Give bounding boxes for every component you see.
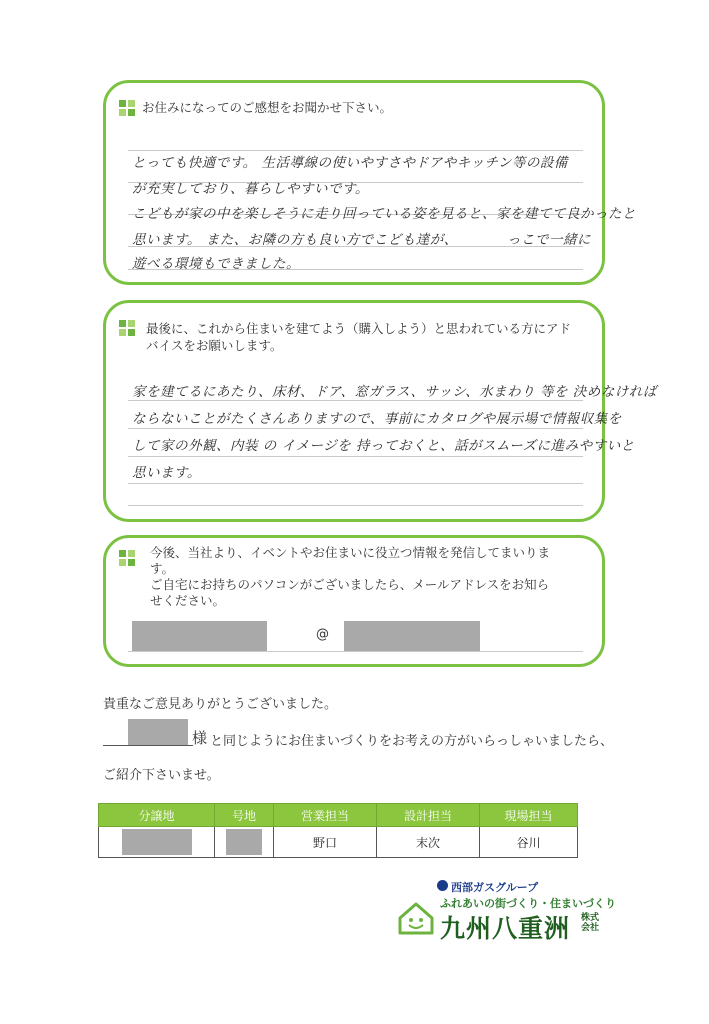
email-local-redacted bbox=[132, 621, 267, 651]
handwritten-answer-line: 思います。 bbox=[132, 465, 201, 481]
company-suffix: 株式 会社 bbox=[581, 913, 600, 933]
saibu-gas-mark-icon bbox=[437, 880, 448, 891]
email-at-sign: @ bbox=[316, 627, 329, 642]
handwritten-answer-line: が充実しており、暮らしやすいです。 bbox=[132, 181, 369, 197]
contact-section bbox=[103, 535, 605, 667]
header-site: 現場担当 bbox=[480, 804, 578, 827]
handwritten-answer-line: とっても快適です。 生活導線の使いやすさやドアやキッチン等の設備 bbox=[132, 155, 568, 171]
email-rule bbox=[128, 651, 583, 652]
contact-question: 今後、当社より、イベントやお住まいに役立つ情報を発信してまいりま す。 ご自宅にお持ちのパソコンがございましたら、メールアドレスをお知ら せください。 bbox=[150, 545, 551, 608]
thanks-text: 貴重なご意見ありがとうございました。 bbox=[103, 697, 338, 712]
staff-table bbox=[98, 803, 578, 858]
house-icon bbox=[396, 900, 436, 936]
customer-name-redacted bbox=[128, 719, 188, 745]
handwritten-answer-line: ならないことがたくさんありますので、事前にカタログや展示場で情報収集を bbox=[132, 411, 622, 427]
subdivision-redacted bbox=[122, 829, 192, 855]
handwritten-answer-line: して家の外観、内装 の イメージを 持っておくと、話がスムーズに進みやすいと bbox=[132, 438, 635, 454]
answer-rule bbox=[128, 483, 583, 484]
bullet-squares-icon bbox=[119, 550, 135, 566]
answer-rule bbox=[128, 428, 583, 429]
email-domain-redacted bbox=[344, 621, 480, 651]
impressions-question: お住みになってのご感想をお聞かせ下さい。 bbox=[142, 100, 393, 115]
header-design: 設計担当 bbox=[377, 804, 480, 827]
impressions-section bbox=[103, 80, 636, 285]
handwritten-answer-line: 遊べる環境もできました。 bbox=[132, 256, 300, 272]
advice-question: 最後に、これから住まいを建てよう（購入しよう）と思われている方にアド バイスをお願いします。 bbox=[146, 321, 572, 353]
lot-redacted bbox=[226, 829, 262, 855]
answer-rule bbox=[128, 456, 583, 457]
cell-subdivision bbox=[99, 827, 215, 858]
handwritten-answer-line: こどもが家の中を楽しそうに走り回っている姿を見ると、家を建てて良かったと bbox=[132, 206, 636, 222]
customer-name-underline bbox=[103, 745, 193, 746]
cell-sales: 野口 bbox=[274, 827, 377, 858]
referral-end-text: ご紹介下さいませ。 bbox=[103, 768, 220, 783]
group-name: 西部ガスグループ bbox=[451, 881, 539, 894]
header-lot: 号地 bbox=[215, 804, 274, 827]
answer-rule bbox=[128, 505, 583, 506]
company-name: 九州八重洲 bbox=[440, 914, 571, 943]
cell-design: 末次 bbox=[377, 827, 480, 858]
bullet-squares-icon bbox=[119, 320, 135, 336]
cell-site: 谷川 bbox=[480, 827, 578, 858]
handwritten-answer-line: 思います。 また、お隣の方も良い方でこども達が、 っこで一緒に bbox=[132, 232, 591, 248]
company-tagline: ふれあいの街づくり・住まいづくり bbox=[440, 897, 616, 910]
advice-section bbox=[103, 300, 657, 522]
cell-lot bbox=[215, 827, 274, 858]
handwritten-answer-line: 家を建てるにあたり、床材、ドア、窓ガラス、サッシ、水まわり 等を 決めなければ bbox=[132, 384, 657, 400]
header-sales: 営業担当 bbox=[274, 804, 377, 827]
bullet-squares-icon bbox=[119, 100, 135, 116]
sama-text: 様 bbox=[192, 729, 208, 747]
answer-rule bbox=[128, 400, 583, 401]
header-subdivision: 分譲地 bbox=[99, 804, 215, 827]
referral-text: と同じようにお住まいづくりをお考えの方がいらっしゃいましたら、 bbox=[210, 734, 614, 749]
